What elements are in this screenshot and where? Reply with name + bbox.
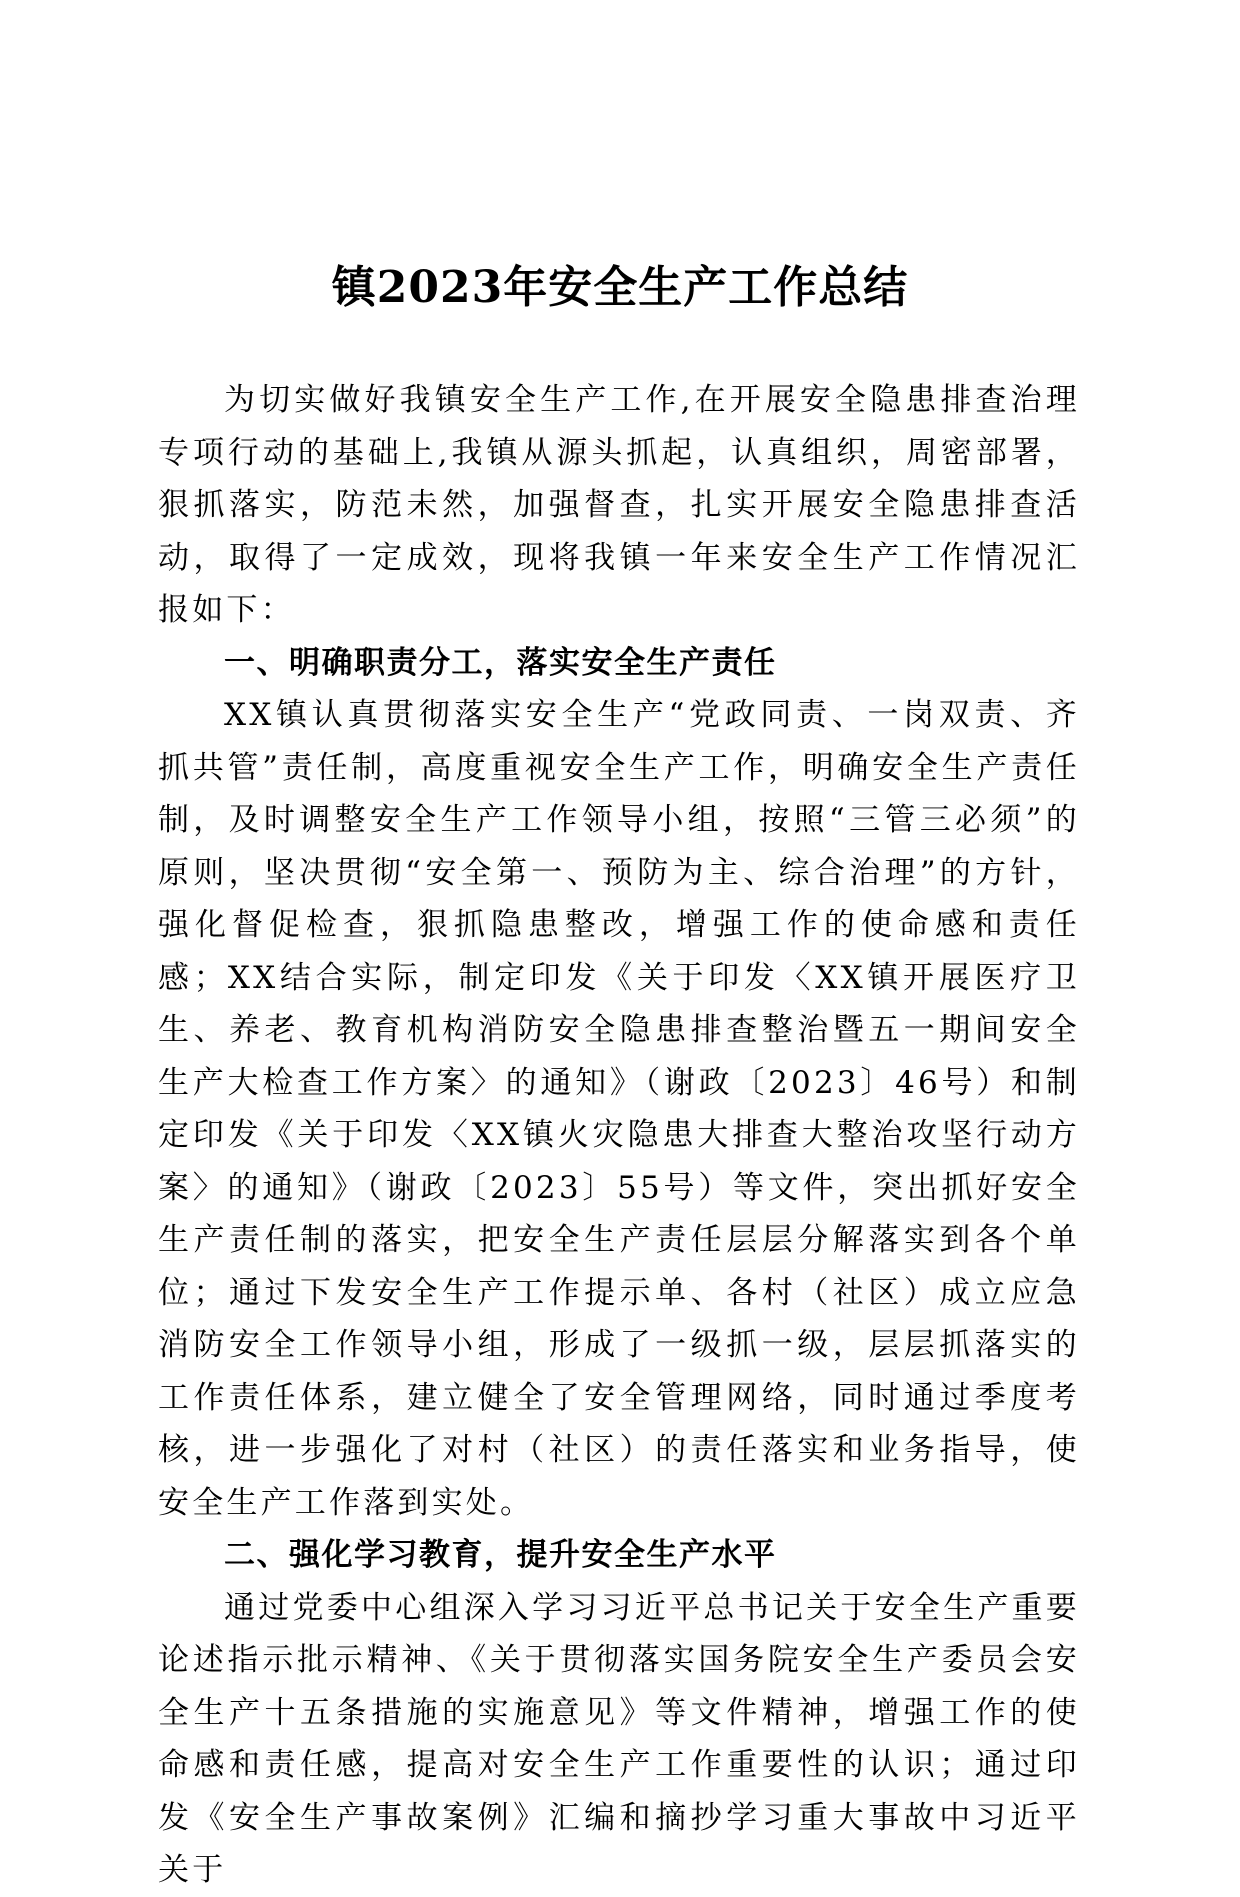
document-body (158, 374, 1080, 1897)
document-title: 镇2023年安全生产工作总结 (331, 262, 909, 313)
section-1-heading: 一、明确职责分工，落实安全生产责任 (224, 644, 777, 681)
section-2-paragraph: 通过党委中心组深入学习习近平总书记关于安全生产重要论述指示批示精神、《关于贯彻落实国务院安全生产委员会安全生产十五条措施的实施意见》等文件精神，增强工作的使命感和责任感，提高对安全生产工作重要性的认识；通过印发《安全生产事故案例》汇编和摘抄学习重大事故中习近平关于 (158, 1589, 1080, 1888)
section-1-paragraph: XX镇认真贯彻落实安全生产“党政同责、一岗双责、齐抓共管”责任制，高度重视安全生产工作，明确安全生产责任制，及时调整安全生产工作领导小组，按照“三管三必须”的原则，坚决贯彻“安全第一、预防为主、综合治理”的方针，强化督促检查，狠抓隐患整改，增强工作的使命感和责任感；XX结合实际，制定印发《关于印发〈XX镇开展医疗卫生、养老、教育机构消防安全隐患排查整治暨五一期间安全生产大检查工作方案〉的通知》（谢政〔2023〕46号）和制定印发《关于印发〈XX镇火灾隐患大排查大整治攻坚行动方案〉的通知》（谢政〔2023〕55号）等文件，突出抓好安全生产责任制的落实，把安全生产责任层层分解落实到各个单位；通过下发安全生产工作提示单、各村（社区）成立应急消防安全工作领导小组，形成了一级抓一级，层层抓落实的工作责任体系，建立健全了安全管理网络，同时通过季度考核，进一步强化了对村（社区）的责任落实和业务指导，使安全生产工作落到实处。 (158, 697, 1080, 1521)
section-2-heading: 二、强化学习教育，提升安全生产水平 (224, 1537, 777, 1573)
intro-paragraph: 为切实做好我镇安全生产工作,在开展安全隐患排查治理专项行动的基础上,我镇从源头抓起，认真组织，周密部署，狠抓落实，防范未然，加强督查，扎实开展安全隐患排查活动，取得了一定成效，现将我镇一年来安全生产工作情况汇报如下： (158, 382, 1080, 628)
